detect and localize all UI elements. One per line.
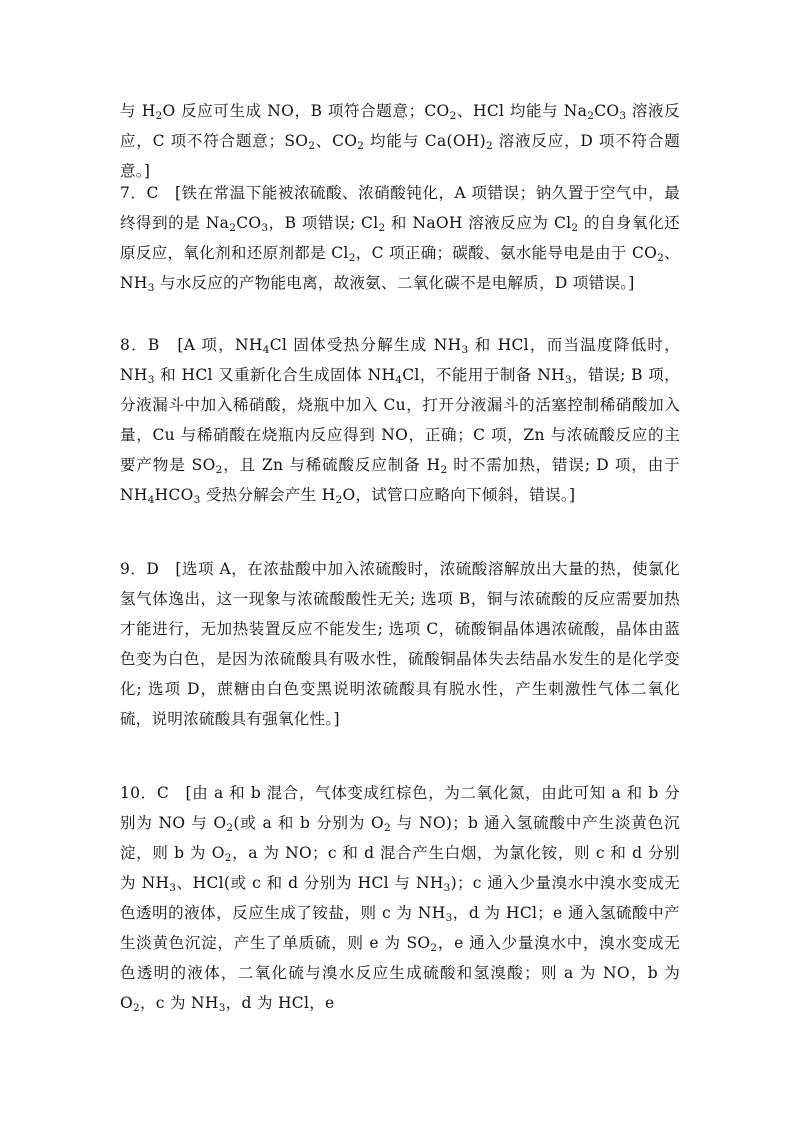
subscript: 4 [147,494,155,506]
subscript: 2 [348,252,356,264]
subscript: 2 [224,852,232,864]
text-run: 和 HCl 又重新化合生成固体 NH [154,366,396,384]
subscript: 2 [155,110,163,122]
subscript: 2 [215,464,223,476]
text-run: 9．D [选项 A，在浓盐酸中加入浓硫酸时，浓硫酸溶解放出大量的热，使氯化氢气体逸出，这一现象与浓硫酸酸性无关; 选项 B，铜与浓硫酸的反应需要加热才能进行，无加热装置反应不能发生; 选项 C，硫酸铜晶体遇浓硫酸，晶体由蓝色变为白色，是因为浓硫酸具有吸水性，硫酸铜晶体失去结晶水发生的是化学变化; 选项 D，蔗糖由白色变黑说明浓硫酸具有脱水性，产生刺激性气体二氧化硫，说明浓硫酸具有强氧化性。] [120,560,680,728]
text-run: 溶液反应，D 项不符合题意。] [120,132,681,180]
text-run: 时不需加热，错误; D 项，由于 NH [120,456,680,504]
subscript: 2 [440,464,448,476]
text-run: ，且 Zn 与稀硫酸反应制备 H [222,456,441,474]
text-run: ，e 通入少量溴水中，溴水变成无色透明的液体，二氧化硫与溴水反应生成硫酸和氢溴酸；则 a 为 NO，b 为 O [120,934,680,1012]
subscript: 2 [133,1002,140,1014]
text-run: ，B 项错误; Cl [268,214,379,232]
subscript: 2 [308,140,316,152]
text-run: 和 HCl，而当温度降低时，NH [120,336,680,384]
text-run: ，d 为 HCl；e 通入氢硫酸中产生淡黄色沉淀，产生了单质硫，则 e 为 SO [120,904,680,952]
text-run: ，错误; B 项，分液漏斗中加入稀硝酸，烧瓶中加入 Cu，打开分液漏斗的活塞控制稀硝酸加入量，Cu 与稀硝酸在烧瓶内反应得到 NO，正确；C 项，Zn 与浓硫酸反应的主要产物是 SO [120,366,680,474]
text-run: 、CO [315,132,358,150]
text-run: 的自身氧化还原反应，氧化剂和还原剂都是 Cl [120,214,680,262]
subscript: 2 [378,222,386,234]
subscript: 3 [261,222,269,234]
text-run: O，试管口应略向下倾斜，错误。] [342,486,576,504]
text-run: 与 H [120,102,156,120]
subscript: 2 [384,822,391,834]
subscript: 3 [443,882,451,894]
subscript: 3 [193,494,201,506]
answer-7 [120,178,680,298]
text-run: ，d 为 HCl，e [225,994,335,1012]
subscript: 3 [147,374,155,386]
subscript: 3 [564,374,572,386]
text-run: CO [236,214,262,232]
subscript: 2 [571,222,579,234]
text-run: 与 NO)；b 通入氢硫酸中产生淡黄色沉淀，则 b 为 O [120,814,680,862]
subscript: 4 [262,344,270,356]
text-run: Cl 固体受热分解生成 NH [269,336,462,354]
text-run: 与水反应的产物能电离，故液氨、二氧化碳不是电解质，D 项错误。] [154,274,635,292]
text-run: 、HCl(或 c 和 d 分别为 HCl 与 NH [176,874,444,892]
subscript: 2 [486,140,493,152]
subscript: 3 [169,882,177,894]
subscript: 3 [619,110,627,122]
answer-9 [120,554,680,734]
text-run: 7．C [铁在常温下能被浓硫酸、浓硝酸钝化，A 项错误；钠久置于空气中，最终得到的是 Na [120,184,680,232]
subscript: 3 [147,282,155,294]
subscript: 3 [445,912,453,924]
subscript: 3 [461,344,469,356]
subscript: 2 [229,222,237,234]
subscript: 2 [657,252,665,264]
answer-8 [120,330,680,510]
text-run: ，C 项正确；碳酸、氨水能导电是由于 CO [355,244,658,262]
subscript: 2 [449,110,457,122]
subscript: 3 [218,1002,226,1014]
text-run: 均能与 Ca(OH) [364,132,487,150]
text-run: 和 NaOH 溶液反应为 Cl [385,214,572,232]
text-run: )；c 通入少量溴水中溴水变成无色透明的液体，反应生成了铵盐，则 c 为 NH [120,874,680,922]
subscript: 2 [335,494,343,506]
text-run: 溶液反应，C 项不符合题意；SO [120,102,680,150]
subscript: 2 [226,822,234,834]
text-run: HCO [154,486,194,504]
text-run: ，c 为 NH [140,994,219,1012]
text-run: (或 a 和 b 分别为 O [233,814,385,832]
subscript: 2 [357,140,365,152]
subscript: 2 [587,110,595,122]
answer-6-continuation [120,96,680,186]
text-run: O 反应可生成 NO，B 项符合题意；CO [162,102,450,120]
answer-10 [120,778,680,1018]
subscript: 2 [430,942,438,954]
text-run: Cl，不能用于制备 NH [402,366,565,384]
subscript: 4 [395,374,403,386]
text-run: 受热分解会产生 H [200,486,336,504]
text-run: 8．B [A 项，NH [120,336,263,354]
text-run: CO [594,102,620,120]
text-run: 、NH [120,244,680,292]
text-run: 10．C [由 a 和 b 混合，气体变成红棕色，为二氧化氮，由此可知 a 和 b 分别为 NO 与 O [120,784,680,832]
text-run: ，a 为 NO；c 和 d 混合产生白烟，为氯化铵，则 c 和 d 分别为 NH [120,844,680,892]
text-run: 、HCl 均能与 Na [456,102,588,120]
